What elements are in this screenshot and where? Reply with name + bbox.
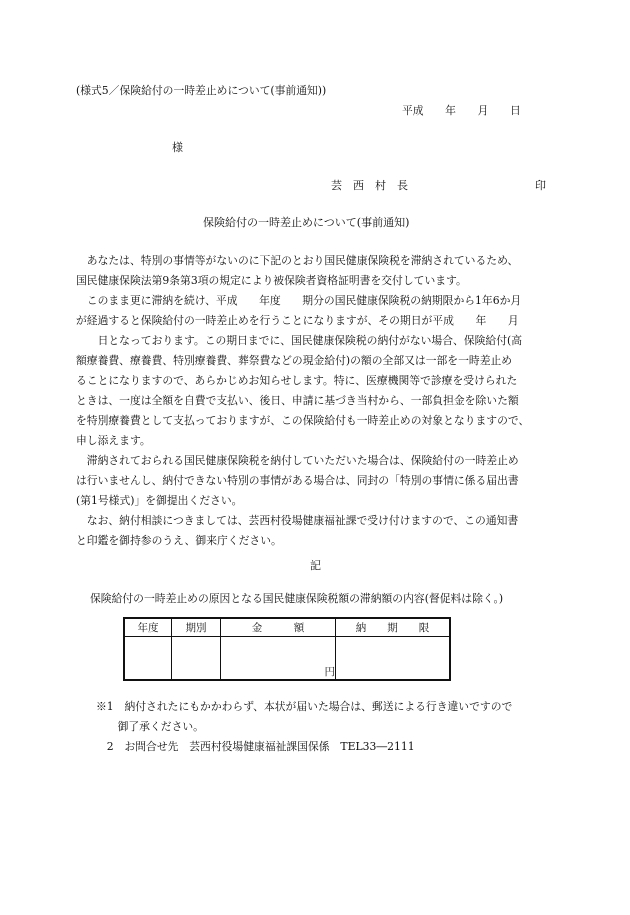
body-line: 申し添えます。: [76, 434, 151, 447]
body-line: ときは、一度は全額を自費で支払い、後日、申請に基づき当村から、一部負担金を除いた額: [76, 394, 519, 407]
notes: [96, 697, 512, 757]
body-line: ることになりますので、あらかじめお知らせします。特に、医療機関等で診療を受けられた: [76, 374, 518, 387]
body-line: が経過すると保険給付の一時差止めを行うことになりますが、その期日が平成 年 月: [76, 314, 519, 327]
cell-amount: 円: [221, 637, 336, 681]
header-amount: 金 額: [221, 618, 336, 637]
note-line: ※1 納付されたにもかかわらず、本状が届いた場合は、郵送による行き違いですので: [96, 700, 513, 713]
body-line: 額療養費、療養費、特別療養費、葬祭費などの現金給付)の額の全部又は一部を一時差止め: [76, 354, 513, 367]
ki-marker: 記: [310, 559, 321, 572]
body-line: あなたは、特別の事情等がないのに下記のとおり国民健康保険税を滞納されているため、: [76, 254, 519, 267]
note-line: 御了承ください。: [96, 720, 204, 733]
body-line: (第1号様式)」を御提出ください。: [76, 494, 243, 507]
arrears-table: [123, 617, 451, 681]
cell-due-date: [336, 637, 451, 681]
table-caption: 保険給付の一時差止めの原因となる国民健康保険税額の滞納額の内容(督促料は除く。): [90, 592, 504, 605]
cell-installment: [172, 637, 221, 681]
body-line: 日となっております。この期日までに、国民健康保険税の納付がない場合、保険給付(高: [76, 334, 523, 347]
sender-name: 芸 西 村 長: [331, 179, 408, 192]
body-line: を特別療養費として支払っておりますが、この保険給付も一時差止めの対象となりますので、: [76, 414, 530, 427]
note-line: 2 お問合せ先 芸西村役場健康福祉課国保係 TEL33―2111: [96, 740, 415, 753]
body-line: 滞納されておられる国民健康保険税を納付していただいた場合は、保険給付の一時差止め: [76, 454, 519, 467]
table-header-row: [124, 618, 450, 637]
document-title: 保険給付の一時差止めについて(事前通知): [203, 216, 410, 229]
body-line: は行いませんし、納付できない特別の事情がある場合は、同封の「特別の事情に係る届出書: [76, 474, 519, 487]
seal-mark: 印: [535, 179, 546, 192]
header-fiscal-year: 年度: [124, 618, 172, 637]
body-line: なお、納付相談につきましては、芸西村役場健康福祉課で受け付けますので、この通知書: [76, 514, 519, 527]
date-line: 平成 年 月 日: [402, 104, 521, 117]
header-installment: 期別: [172, 618, 221, 637]
form-label: (様式5／保険給付の一時差止めについて(事前通知)): [76, 84, 327, 97]
body-text: [76, 251, 566, 551]
table-row: [124, 637, 450, 681]
body-line: と印鑑を御持参のうえ、御来庁ください。: [76, 534, 282, 547]
body-line: このまま更に滞納を続け、平成 年度 期分の国民健康保険税の納期限から1年6か月: [76, 294, 522, 307]
cell-fiscal-year: [124, 637, 172, 681]
body-line: 国民健康保険法第9条第3項の規定により被保険者資格証明書を交付しています。: [76, 274, 467, 287]
addressee-suffix: 様: [172, 141, 183, 154]
header-due-date: 納 期 限: [336, 618, 451, 637]
